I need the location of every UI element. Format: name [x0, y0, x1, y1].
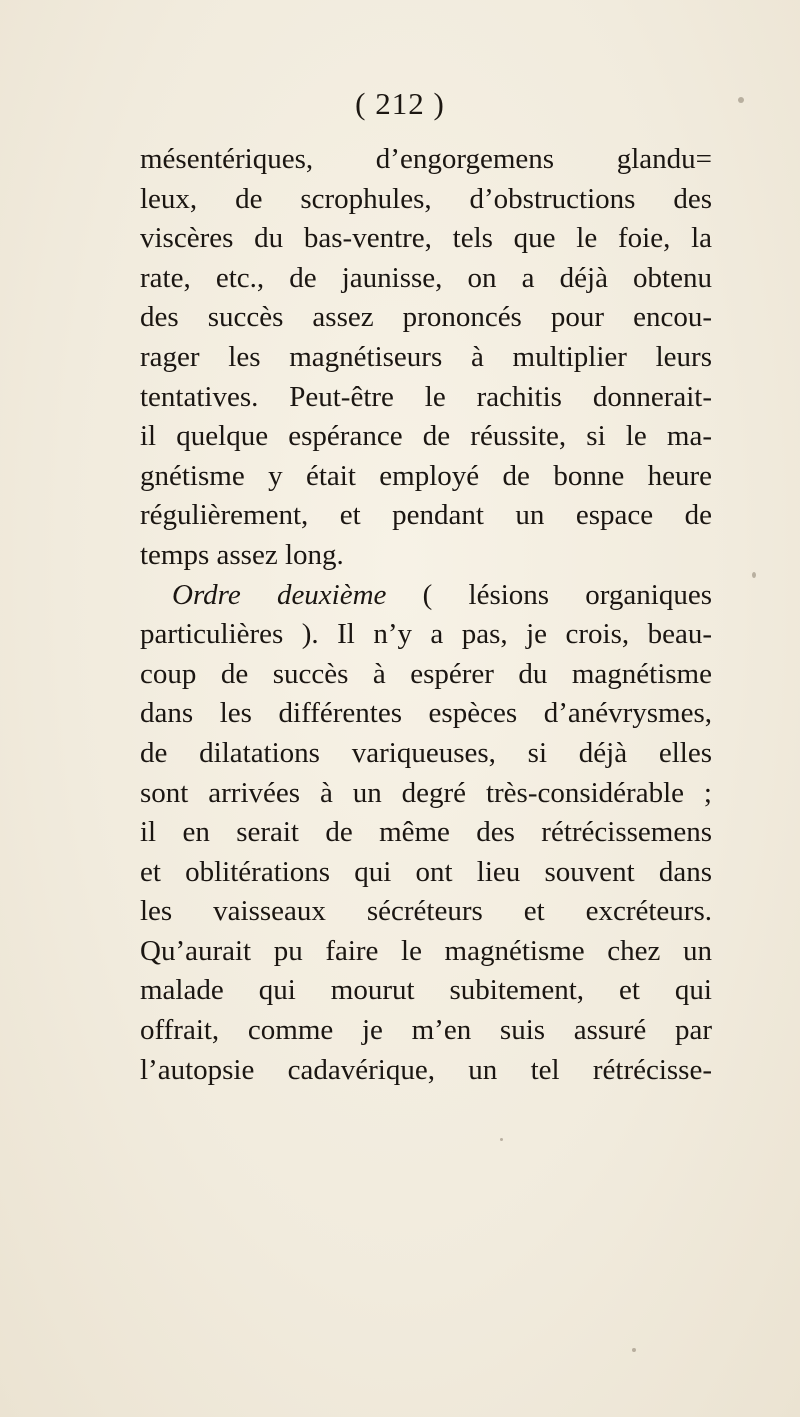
text-line: tentatives. Peut-être le rachitis donnerait- [140, 380, 712, 413]
page-number: ( 212 ) [355, 86, 445, 121]
section-heading-line [140, 576, 712, 616]
text-line: sont arrivées à un degré très-considérable ; [140, 776, 712, 809]
text-line: et oblitérations qui ont lieu souvent dans [140, 855, 712, 888]
text-line: des succès assez prononcés pour encou- [140, 301, 712, 334]
text-line: rager les magnétiseurs à multiplier leurs [140, 340, 712, 373]
text-line: dans les différentes espèces d’anévrysmes, [140, 697, 712, 730]
text-line: viscères du bas-ventre, tels que le foie, la [140, 222, 712, 255]
paper-speck [500, 1138, 503, 1141]
text-line: Qu’aurait pu faire le magnétisme chez un [140, 934, 712, 967]
text-line: offrait, comme je m’en suis assuré par [140, 1014, 712, 1047]
text-line: coup de succès à espérer du magnétisme [140, 657, 712, 690]
paper-speck [738, 97, 744, 103]
text-line: il quelque espérance de réussite, si le ma- [140, 420, 712, 453]
text-line: les vaisseaux sécréteurs et excréteurs. [140, 895, 712, 928]
text-line: gnétisme y était employé de bonne heure [140, 459, 712, 492]
text-line: il en serait de même des rétrécissemens [140, 816, 712, 849]
text-line: de dilatations variqueuses, si déjà elles [140, 736, 712, 769]
text-line: régulièrement, et pendant un espace de [140, 499, 712, 532]
body-text [140, 140, 712, 1090]
paper-speck [632, 1348, 636, 1352]
text-line: rate, etc., de jaunisse, on a déjà obtenu [140, 261, 712, 294]
text-line: temps assez long. [140, 538, 344, 571]
section-title: Ordre deuxième [172, 578, 387, 611]
text-line: malade qui mourut subitement, et qui [140, 974, 712, 1007]
text-line: particulières ). Il n’y a pas, je crois, beau- [140, 618, 712, 651]
text-line: l’autopsie cadavérique, un tel rétrécisse- [140, 1053, 712, 1086]
text-line: leux, de scrophules, d’obstructions des [140, 182, 712, 215]
section-subtitle: ( lésions organiques [386, 578, 712, 611]
paper-speck [752, 572, 756, 578]
text-line: mésentériques, d’engorgemens glandu= [140, 143, 712, 175]
